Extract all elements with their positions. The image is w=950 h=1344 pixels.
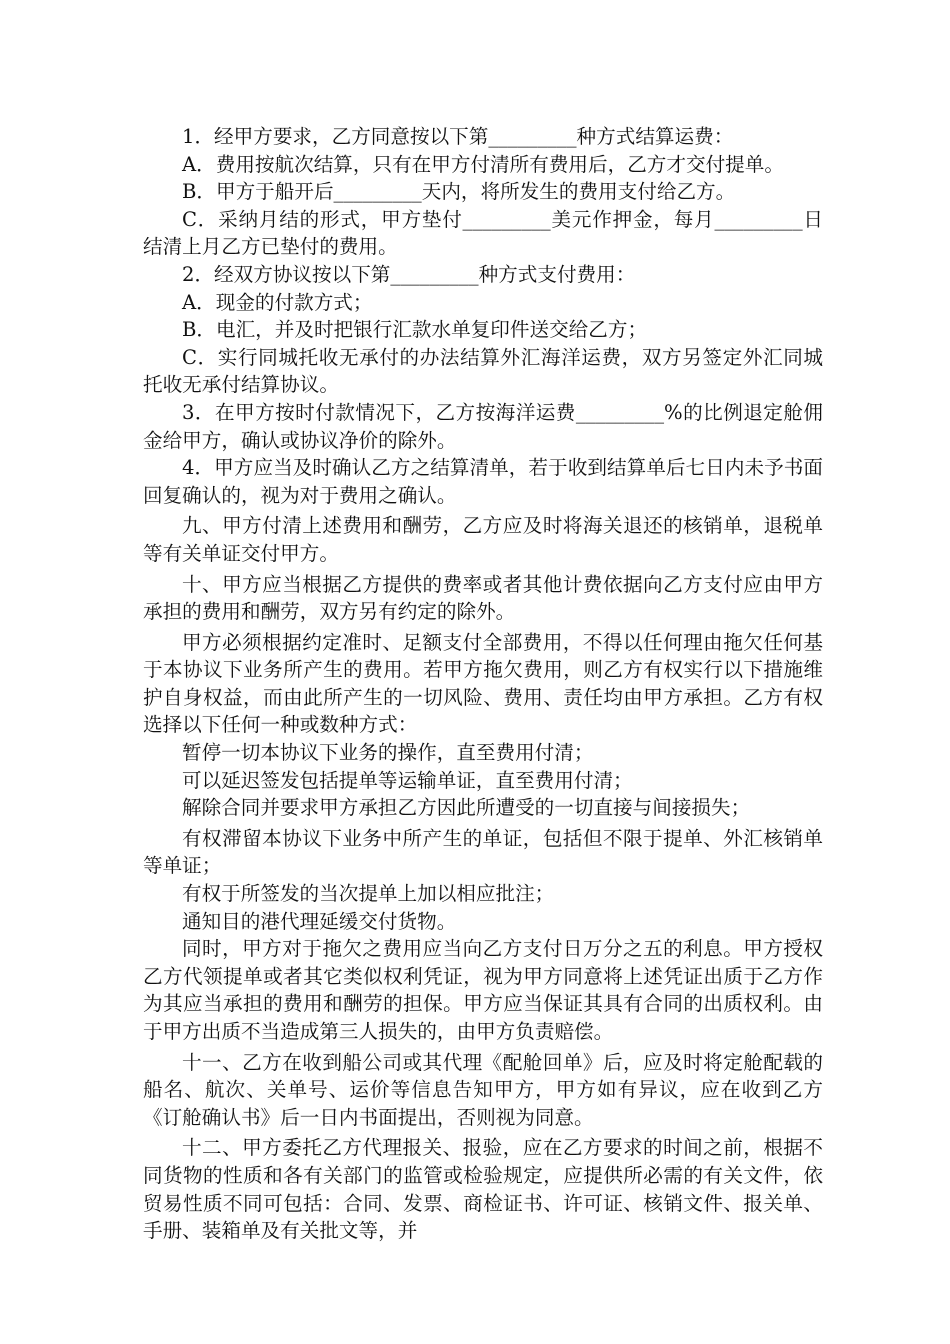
paragraph-measure-annotate: 有权于所签发的当次提单上加以相应批注； <box>182 882 555 906</box>
paragraph-option-b-days: B．甲方于船开后_________天内，将所发生的费用支付给乙方。 <box>182 180 736 204</box>
paragraph-measure-delay: 可以延迟签发包括提单等运输单证，直至费用付清； <box>182 768 633 792</box>
paragraph-clause-10: 十、甲方应当根据乙方提供的费率或者其他计费依据向乙方支付应由甲方承担的费用和酬劳，双方另有约定的除外。 <box>143 572 823 624</box>
paragraph-payment-obligation: 甲方必须根据约定准时、足额支付全部费用，不得以任何理由拖欠任何基于本协议下业务所产生的费用。若甲方拖欠费用，则乙方有权实行以下措施维护自身权益，而由此所产生的一切风险、费用、责任均由甲方承担。乙方有权选择以下任何一种或数种方式： <box>143 630 823 737</box>
paragraph-option-c-monthly: C．采纳月结的形式，甲方垫付_________美元作押金，每月_________日结清上月乙方已垫付的费用。 <box>143 207 823 259</box>
paragraph-clause-11: 十一、乙方在收到船公司或其代理《配舱回单》后，应及时将定舱配载的船名、航次、关单号、运价等信息告知甲方，甲方如有异议，应在收到乙方《订舱确认书》后一日内书面提出，否则视为同意。 <box>143 1050 823 1129</box>
paragraph-payment-wire: B．电汇，并及时把银行汇款水单复印件送交给乙方； <box>182 318 648 342</box>
paragraph-settlement-method: 1．经甲方要求，乙方同意按以下第_________种方式结算运费： <box>182 125 734 148</box>
paragraph-payment-cash: A．现金的付款方式； <box>182 290 373 314</box>
paragraph-statement-confirmation: 4．甲方应当及时确认乙方之结算清单，若于收到结算单后七日内未予书面回复确认的，视为对于费用之确认。 <box>143 456 823 507</box>
paragraph-payment-collection: C．实行同城托收无承付的办法结算外汇海洋运费，双方另签定外汇同城托收无承付结算协议。 <box>143 345 823 397</box>
paragraph-option-a-voyage: A．费用按航次结算，只有在甲方付清所有费用后，乙方才交付提单。 <box>182 152 784 176</box>
paragraph-interest-pledge: 同时，甲方对于拖欠之费用应当向乙方支付日万分之五的利息。甲方授权乙方代领提单或者其它类似权利凭证，视为甲方同意将上述凭证出质于乙方作为其应当承担的费用和酬劳的担保。甲方应当保证其具有合同的出质权利。由于甲方出质不当造成第三人损失的，由甲方负责赔偿。 <box>143 937 823 1043</box>
paragraph-commission-refund: 3．在甲方按时付款情况下，乙方按海洋运费_________%的比例退定舱佣金给甲方，确认或协议净价的除外。 <box>143 400 823 452</box>
paragraph-measure-retain: 有权滞留本协议下业务中所产生的单证，包括但不限于提单、外汇核销单等单证； <box>143 826 823 878</box>
paragraph-payment-method: 2．经双方协议按以下第_________种方式支付费用： <box>182 262 636 286</box>
paragraph-measure-terminate: 解除合同并要求甲方承担乙方因此所遭受的一切直接与间接损失； <box>182 796 751 820</box>
document-page <box>143 123 823 1245</box>
paragraph-measure-notify: 通知目的港代理延缓交付货物。 <box>182 909 457 933</box>
paragraph-measure-suspend: 暂停一切本协议下业务的操作，直至费用付清； <box>182 741 594 765</box>
paragraph-clause-9: 九、甲方付清上述费用和酬劳，乙方应及时将海关退还的核销单，退税单等有关单证交付甲方。 <box>143 514 823 565</box>
paragraph-clause-12: 十二、甲方委托乙方代理报关、报验，应在乙方要求的时间之前，根据不同货物的性质和各有关部门的监管或检验规定，应提供所必需的有关文件，依贸易性质不同可包括：合同、发票、商检证书、许可证、核销文件、报关单、手册、装箱单及有关批文等，并 <box>143 1136 823 1243</box>
